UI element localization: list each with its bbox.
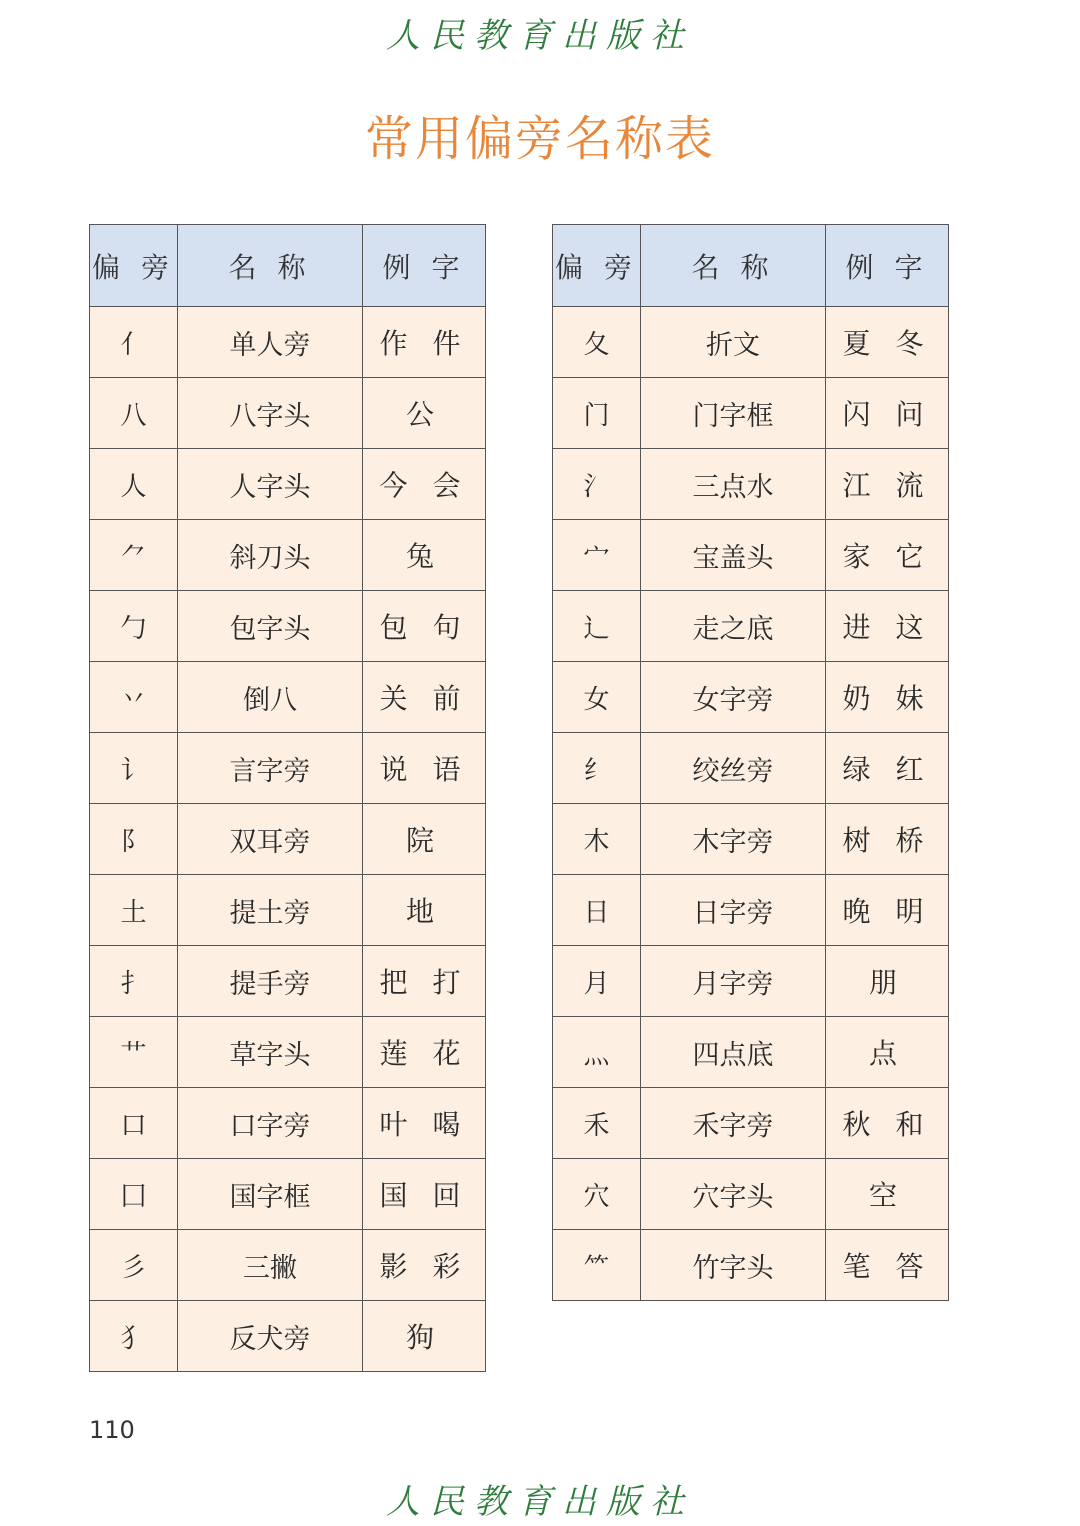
table-row [90, 662, 486, 733]
radical-cell: 纟 [553, 733, 641, 804]
radical-name-cell: 走之底 [641, 591, 826, 662]
radical-name-cell: 提土旁 [178, 875, 363, 946]
table-row [90, 946, 486, 1017]
table-row [553, 520, 949, 591]
radical-table-right [552, 224, 949, 1301]
radical-name-cell: 言字旁 [178, 733, 363, 804]
table-row [90, 1017, 486, 1088]
table-row [90, 378, 486, 449]
radical-cell: 彡 [90, 1230, 178, 1301]
header-examples: 例 字 [826, 225, 949, 307]
table-body-right [553, 307, 949, 1301]
radical-name-cell: 倒八 [178, 662, 363, 733]
radical-name-cell: 竹字头 [641, 1230, 826, 1301]
header-name: 名 称 [178, 225, 363, 307]
example-chars-cell: 笔 答 [826, 1230, 949, 1301]
table-row [90, 449, 486, 520]
table-body-left [90, 307, 486, 1372]
radical-cell: 八 [90, 378, 178, 449]
radical-cell: 女 [553, 662, 641, 733]
table-row [90, 520, 486, 591]
example-chars-cell: 点 [826, 1017, 949, 1088]
radical-name-cell: 人字头 [178, 449, 363, 520]
radical-cell: 犭 [90, 1301, 178, 1372]
radical-cell: 亻 [90, 307, 178, 378]
header-examples: 例 字 [363, 225, 486, 307]
radical-cell: 门 [553, 378, 641, 449]
example-chars-cell: 莲 花 [363, 1017, 486, 1088]
radical-cell: 禾 [553, 1088, 641, 1159]
example-chars-cell: 江 流 [826, 449, 949, 520]
radical-cell: 穴 [553, 1159, 641, 1230]
radical-cell: 人 [90, 449, 178, 520]
radical-name-cell: 日字旁 [641, 875, 826, 946]
example-chars-cell: 公 [363, 378, 486, 449]
example-chars-cell: 秋 和 [826, 1088, 949, 1159]
radical-name-cell: 三点水 [641, 449, 826, 520]
table-header-row [553, 225, 949, 307]
radical-name-cell: 包字头 [178, 591, 363, 662]
publisher-logo-top: 人民教育出版社 [386, 16, 694, 56]
radical-name-cell: 国字框 [178, 1159, 363, 1230]
example-chars-cell: 兔 [363, 520, 486, 591]
radical-cell: 阝 [90, 804, 178, 875]
table-row [553, 946, 949, 1017]
radical-cell: 扌 [90, 946, 178, 1017]
radical-name-cell: 草字头 [178, 1017, 363, 1088]
radical-cell: 夂 [553, 307, 641, 378]
table-row [553, 1230, 949, 1301]
radical-cell: 日 [553, 875, 641, 946]
example-chars-cell: 关 前 [363, 662, 486, 733]
radical-name-cell: 四点底 [641, 1017, 826, 1088]
example-chars-cell: 朋 [826, 946, 949, 1017]
radical-name-cell: 穴字头 [641, 1159, 826, 1230]
table-row [90, 733, 486, 804]
radical-cell: 氵 [553, 449, 641, 520]
radical-cell: ⺮ [553, 1230, 641, 1301]
radical-cell: 口 [90, 1088, 178, 1159]
radical-name-cell: 绞丝旁 [641, 733, 826, 804]
table-row [90, 1088, 486, 1159]
table-row [553, 804, 949, 875]
radical-cell: 丷 [90, 662, 178, 733]
example-chars-cell: 闪 问 [826, 378, 949, 449]
table-row [90, 591, 486, 662]
example-chars-cell: 空 [826, 1159, 949, 1230]
radical-name-cell: 禾字旁 [641, 1088, 826, 1159]
radical-table-left [89, 224, 486, 1372]
radical-cell: 辶 [553, 591, 641, 662]
table-row [90, 804, 486, 875]
example-chars-cell: 晚 明 [826, 875, 949, 946]
example-chars-cell: 影 彩 [363, 1230, 486, 1301]
radical-cell: 灬 [553, 1017, 641, 1088]
table-row [553, 378, 949, 449]
table-row [90, 875, 486, 946]
radical-cell: 木 [553, 804, 641, 875]
example-chars-cell: 包 句 [363, 591, 486, 662]
radical-name-cell: 提手旁 [178, 946, 363, 1017]
header-radical: 偏 旁 [553, 225, 641, 307]
header-name: 名 称 [641, 225, 826, 307]
radical-cell: 宀 [553, 520, 641, 591]
radical-name-cell: 女字旁 [641, 662, 826, 733]
table-row [90, 1159, 486, 1230]
radical-cell: 艹 [90, 1017, 178, 1088]
example-chars-cell: 国 回 [363, 1159, 486, 1230]
table-row [90, 1301, 486, 1372]
radical-cell: ⺈ [90, 520, 178, 591]
example-chars-cell: 叶 喝 [363, 1088, 486, 1159]
example-chars-cell: 把 打 [363, 946, 486, 1017]
table-row [553, 591, 949, 662]
example-chars-cell: 说 语 [363, 733, 486, 804]
example-chars-cell: 家 它 [826, 520, 949, 591]
table-row [553, 1017, 949, 1088]
example-chars-cell: 院 [363, 804, 486, 875]
example-chars-cell: 地 [363, 875, 486, 946]
example-chars-cell: 树 桥 [826, 804, 949, 875]
radical-name-cell: 单人旁 [178, 307, 363, 378]
table-row [553, 733, 949, 804]
example-chars-cell: 今 会 [363, 449, 486, 520]
radical-name-cell: 折文 [641, 307, 826, 378]
radical-name-cell: 门字框 [641, 378, 826, 449]
example-chars-cell: 作 件 [363, 307, 486, 378]
header-radical: 偏 旁 [90, 225, 178, 307]
radical-cell: 囗 [90, 1159, 178, 1230]
radical-name-cell: 双耳旁 [178, 804, 363, 875]
table-row [90, 307, 486, 378]
radical-cell: 土 [90, 875, 178, 946]
example-chars-cell: 绿 红 [826, 733, 949, 804]
table-row [553, 449, 949, 520]
example-chars-cell: 奶 妹 [826, 662, 949, 733]
radical-name-cell: 斜刀头 [178, 520, 363, 591]
example-chars-cell: 狗 [363, 1301, 486, 1372]
table-row [553, 875, 949, 946]
radical-name-cell: 宝盖头 [641, 520, 826, 591]
radical-cell: 勹 [90, 591, 178, 662]
page-title: 常用偏旁名称表 [364, 111, 715, 167]
table-row [90, 1230, 486, 1301]
table-row [553, 1159, 949, 1230]
radical-name-cell: 月字旁 [641, 946, 826, 1017]
table-row [553, 662, 949, 733]
page-number: 110 [89, 1416, 135, 1444]
example-chars-cell: 夏 冬 [826, 307, 949, 378]
radical-name-cell: 三撇 [178, 1230, 363, 1301]
radical-name-cell: 八字头 [178, 378, 363, 449]
radical-cell: 月 [553, 946, 641, 1017]
radical-cell: 讠 [90, 733, 178, 804]
radical-name-cell: 木字旁 [641, 804, 826, 875]
example-chars-cell: 进 这 [826, 591, 949, 662]
table-row [553, 307, 949, 378]
radical-name-cell: 反犬旁 [178, 1301, 363, 1372]
publisher-logo-bottom: 人民教育出版社 [386, 1482, 694, 1522]
table-row [553, 1088, 949, 1159]
table-header-row [90, 225, 486, 307]
radical-name-cell: 口字旁 [178, 1088, 363, 1159]
